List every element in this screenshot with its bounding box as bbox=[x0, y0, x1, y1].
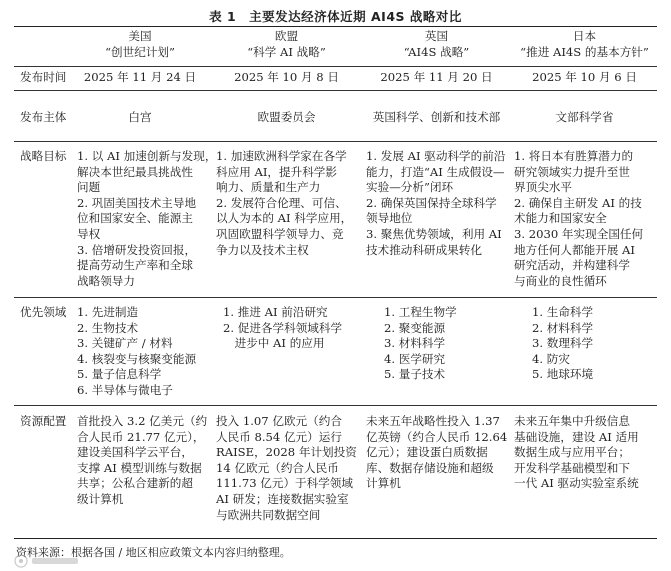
column-header-uk bbox=[364, 29, 509, 60]
cell-release-date-japan: 2025 年 10 月 6 日 bbox=[532, 70, 637, 84]
column-plan: “AI4S 战略” bbox=[403, 44, 470, 59]
cell-resources-usa: 首批投入 3.2 亿美元（约 合人民币 21.77 亿元）， 建设美国科学云平台， 支撑 AI 模型训练与数据 共享；公私合建新的超 级计算机 bbox=[77, 414, 208, 506]
column-plan: “创世纪计划” bbox=[105, 44, 175, 59]
table-title: 表 1 主要发达经济体近期 AI4S 战略对比 bbox=[209, 9, 462, 24]
cell-release-date-uk: 2025 年 11 月 20 日 bbox=[380, 70, 493, 84]
row-label-publisher: 发布主体 bbox=[20, 110, 67, 124]
column-country: 英国 bbox=[424, 29, 449, 43]
cell-goals-eu: 1. 加速欧洲科学家在各学 科应用 AI，提升科学影 响力、质量和生产力 2. 发展符合伦理、可信、 以人为本的 AI 科学应用， 巩固欧盟科学领导力、竞 争力以及技术主权 bbox=[216, 149, 353, 257]
column-country: 欧盟 bbox=[274, 29, 299, 43]
row-label-priority-areas: 优先领域 bbox=[20, 305, 67, 319]
cell-priority-eu: 1. 推进 AI 前沿研究 2. 促进各学科领域科学 进步中 AI 的应用 bbox=[223, 305, 343, 351]
cell-goals-uk: 1. 发展 AI 驱动科学的前沿 能力，打造“AI 生成假设— 实验—分析”闭环 2. 确保英国保持全球科学 领导地位 3. 聚焦优势领域，利用 AI 技术推动科研成果转化 bbox=[366, 149, 506, 257]
column-header-usa bbox=[75, 29, 205, 60]
cell-resources-eu: 投入 1.07 亿欧元（约合 人民币 8.54 亿元）运行 RAISE，2028 年计划投资 14 亿欧元（约合人民币 111.73 亿元）于科学领域 AI 研发；连接数据实验室 与欧洲共同数据空间 bbox=[216, 414, 357, 522]
cell-publisher-uk: 英国科学、创新和技术部 bbox=[372, 110, 501, 124]
cell-goals-japan: 1. 将日本有胜算潜力的 研究领域实力提升至世 界顶尖水平 2. 确保自主研发 AI 的技 术能力和国家安全 3. 2030 年实现全国任何 地方任何人都能开展 AI 研究活动，并构建科学 与商业的良性循环 bbox=[514, 149, 644, 288]
column-header-japan bbox=[512, 29, 657, 60]
column-plan: “推进 AI4S 的基本方针” bbox=[520, 44, 649, 59]
row-label-resources: 资源配置 bbox=[20, 414, 67, 428]
column-header-eu bbox=[214, 29, 359, 60]
row-rule-4 bbox=[14, 405, 657, 406]
cell-publisher-usa: 白宫 bbox=[128, 110, 152, 124]
row-rule-3 bbox=[14, 297, 657, 298]
watermark-logo-icon bbox=[14, 553, 84, 569]
cell-publisher-japan: 文部科学省 bbox=[555, 110, 614, 124]
cell-resources-japan: 未来五年集中升级信息 基础设施，建设 AI 适用 数据生成与应用平台； 开发科学基础模型和下 一代 AI 驱动实验室系统 bbox=[514, 414, 639, 491]
top-rule bbox=[14, 26, 657, 27]
column-country: 日本 bbox=[572, 29, 597, 43]
cell-release-date-usa: 2025 年 11 月 24 日 bbox=[83, 70, 197, 84]
source-note: 资料来源：根据各国 / 地区相应政策文本内容归纳整理。 bbox=[16, 546, 291, 559]
cell-priority-japan: 1. 生命科学 2. 材料科学 3. 数理科学 4. 防灾 5. 地球环境 bbox=[532, 305, 594, 382]
cell-priority-usa: 1. 先进制造 2. 生物技术 3. 关键矿产 / 材料 4. 核裂变与核聚变能源 5. 量子信息科学 6. 半导体与微电子 bbox=[77, 305, 197, 397]
row-label-goals: 战略目标 bbox=[20, 149, 67, 163]
row-rule-2 bbox=[14, 141, 657, 142]
header-rule bbox=[14, 66, 657, 67]
column-country: 美国 bbox=[128, 29, 152, 43]
cell-publisher-eu: 欧盟委员会 bbox=[257, 110, 316, 124]
cell-resources-uk: 未来五年战略性投入 1.37 亿英镑（约合人民币 12.64 亿元）；建设蛋白质数据 库、数据存储设施和超级 计算机 bbox=[366, 414, 508, 491]
row-label-release-date: 发布时间 bbox=[20, 70, 67, 84]
row-rule-1 bbox=[14, 90, 657, 91]
cell-priority-uk: 1. 工程生物学 2. 聚变能源 3. 材料科学 4. 医学研究 5. 量子技术 bbox=[384, 305, 457, 382]
cell-release-date-eu: 2025 年 10 月 8 日 bbox=[234, 70, 339, 84]
column-plan: “科学 AI 战略” bbox=[247, 44, 326, 59]
bottom-rule bbox=[14, 538, 657, 539]
cell-goals-usa: 1. 以 AI 加速创新与发现， 解决本世纪最具挑战性 问题 2. 巩固美国技术主导地 位和国家安全、能源主 导权 3. 倍增研发投资回报， 提高劳动生产率和全球 战略领导力 bbox=[77, 149, 217, 288]
